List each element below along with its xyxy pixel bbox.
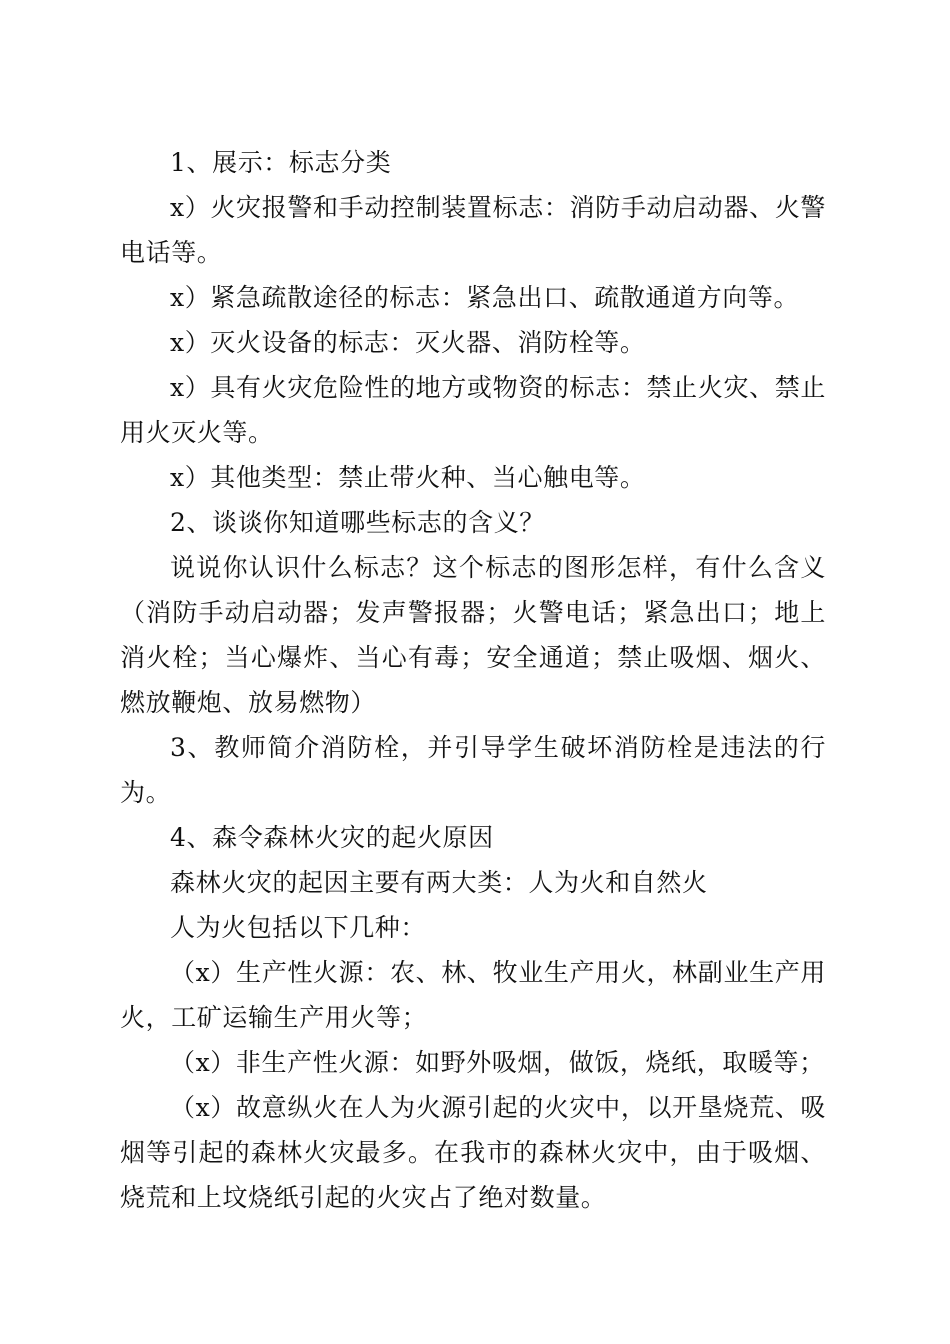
paragraph-human-fire-types: 人为火包括以下几种： (170, 913, 427, 942)
paragraph-sign-meanings: 说说你认识什么标志？这个标志的图形怎样，有什么含义（消防手动启动器；发声警报器；火警电话；紧急出口；地上消火栓；当心爆炸、当心有毒；安全通道；禁止吸烟、烟火、燃放鞭炮、放易燃物） (120, 553, 826, 717)
paragraph-fire-alarm-signs: x）火灾报警和手动控制装置标志：消防手动启动器、火警电话等。 (120, 193, 826, 267)
document-body (120, 140, 826, 1220)
paragraph-forest-fire-causes: 森林火灾的起因主要有两大类：人为火和自然火 (170, 868, 708, 897)
paragraph-arson: （x）故意纵火在人为火源引起的火灾中，以开垦烧荒、吸烟等引起的森林火灾最多。在我市的森林火灾中，由于吸烟、烧荒和上坟烧纸引起的火灾占了绝对数量。 (120, 1093, 826, 1212)
paragraph-hazard-signs: x）具有火灾危险性的地方或物资的标志：禁止火灾、禁止用火灭火等。 (120, 373, 826, 447)
paragraph-other-signs: x）其他类型：禁止带火种、当心触电等。 (170, 463, 646, 492)
paragraph-extinguishing-equipment-signs: x）灭火设备的标志：灭火器、消防栓等。 (170, 328, 646, 357)
paragraph-productive-fire-sources: （x）生产性火源：农、林、牧业生产用火，林副业生产用火，工矿运输生产用火等； (120, 958, 826, 1032)
paragraph-evacuation-signs: x）紧急疏散途径的标志：紧急出口、疏散通道方向等。 (170, 283, 800, 312)
paragraph-section-4-heading: 4、森令森林火灾的起火原因 (170, 823, 494, 852)
paragraph-non-productive-fire-sources: （x）非生产性火源：如野外吸烟，做饭，烧纸，取暖等； (170, 1048, 825, 1077)
paragraph-section-2-heading: 2、谈谈你知道哪些标志的含义？ (170, 508, 545, 537)
paragraph-section-3-hydrant: 3、教师简介消防栓，并引导学生破坏消防栓是违法的行为。 (120, 733, 826, 807)
paragraph-section-1-heading: 1、展示：标志分类 (170, 148, 392, 177)
